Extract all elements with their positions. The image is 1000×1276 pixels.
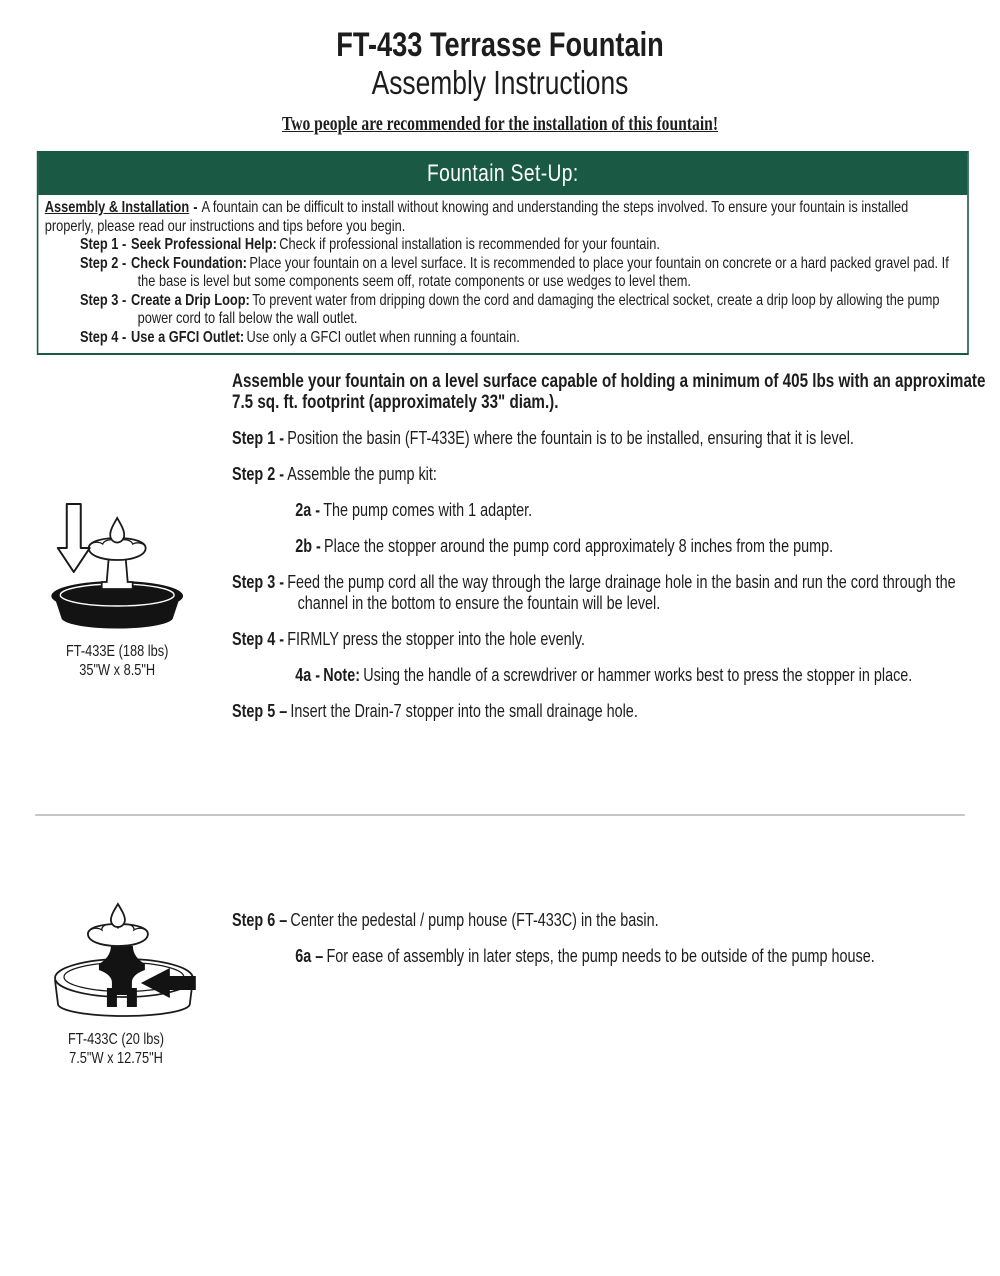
setup-step-1 [45,236,956,255]
pedestal-section [232,910,988,967]
basin-illustration [45,498,190,638]
down-arrow-icon [58,504,90,572]
setup-box-body [38,195,967,353]
figure-pedestal [48,902,213,1068]
assembly-step-6a-label: 6a – [295,946,324,966]
setup-intro-text: A fountain can be difficult to install without knowing and understanding the steps involved. To ensure your fountain is installed properly, please read our instructions and tips before you begin. [44,199,909,235]
assembly-step-2a [295,500,939,521]
figure-pedestal-caption-model: FT-433C (20 lbs) [67,1031,165,1048]
section-divider [35,814,965,816]
assembly-step-6-text: Center the pedestal / pump house (FT-433C) in the basin. [290,910,659,930]
page-title: FT-433 Terrasse Fountain [336,26,664,64]
assembly-step-2a-text: The pump comes with 1 adapter. [323,500,533,520]
assembly-step-2b-text: Place the stopper around the pump cord approximately 8 inches from the pump. [324,536,834,556]
assembly-step-5-label: Step 5 – [232,701,288,721]
assembly-step-5-text: Insert the Drain-7 stopper into the small drainage hole. [290,701,638,721]
setup-intro-label: Assembly & Installation [44,199,190,216]
assembly-step-2-text: Assemble the pump kit: [287,464,437,484]
setup-step-4-text: Use only a GFCI outlet when running a fountain. [246,328,520,346]
setup-step-3-text: To prevent water from dripping down the cord and damaging the electrical socket, create a drip loop by allowing the pump power cord to fall below the wall outlet. [137,291,940,327]
figure-basin-caption-size: 35"W x 8.5"H [79,662,156,679]
figure-basin [45,498,190,680]
fountain-pedestal [102,558,133,589]
fountain-setup-box [37,151,969,355]
assembly-step-1-text: Position the basin (FT-433E) where the fountain is to be installed, ensuring that it is level. [287,428,854,448]
assembly-step-6a [295,946,939,967]
figure-pedestal-caption-size: 7.5"W x 12.75"H [69,1050,163,1067]
installation-notice-text: Two people are recommended for the installation of this fountain! [281,114,719,135]
page-subtitle: Assembly Instructions [371,64,629,101]
setup-intro-separator: - [193,199,198,216]
setup-step-2-text: Place your fountain on a level surface. It is recommended to place your fountain on concrete or a hard packed gravel pad. If the base is level but some components seem off, rotate components or use wedges to level them. [137,254,949,290]
setup-step-1-label: Step 1 - [80,236,127,253]
assembly-intro: Assemble your fountain on a level surface capable of holding a minimum of 405 lbs with an approximate 7.5 sq. ft. footprint (approximately 33" diam.). [232,371,986,413]
assembly-step-2-label: Step 2 - [232,464,285,484]
assembly-step-3 [232,572,988,614]
setup-step-3-label: Step 3 - [80,291,127,309]
setup-step-4 [45,329,956,348]
assembly-step-4 [232,629,988,650]
fountain-finial [110,518,124,543]
assembly-step-4a-note-label: Note: [323,665,361,685]
installation-notice [0,114,1000,136]
setup-step-4-title: Use a GFCI Outlet: [131,328,245,346]
setup-step-1-title: Seek Professional Help: [131,236,277,253]
assembly-step-4-label: Step 4 - [232,629,285,649]
pedestal-illustration [48,902,213,1024]
figure-basin-caption [45,642,190,680]
assembly-step-3-label: Step 3 - [232,572,285,592]
document-page [0,26,1000,1276]
setup-step-1-text: Check if professional installation is recommended for your fountain. [279,236,660,253]
setup-step-2 [45,255,956,292]
assembly-step-5 [232,701,988,722]
assembly-step-2a-label: 2a - [295,500,321,520]
setup-intro-paragraph [45,199,956,236]
assembly-step-2 [232,464,988,485]
setup-step-4-label: Step 4 - [80,328,127,346]
assembly-step-3-text: Feed the pump cord all the way through the large drainage hole in the basin and run the cord through the channel in the bottom to ensure the fountain will be level. [287,572,956,613]
figure-basin-caption-model: FT-433E (188 lbs) [65,643,169,660]
assembly-step-6 [232,910,988,931]
assembly-step-4a-text: Using the handle of a screwdriver or hammer works best to press the stopper in place. [363,665,913,685]
assembly-step-4a-label: 4a - [295,665,321,685]
assembly-step-1-label: Step 1 - [232,428,285,448]
assembly-step-4-text: FIRMLY press the stopper into the hole evenly. [287,629,585,649]
assembly-step-1 [232,428,988,449]
assembly-step-2b-label: 2b - [295,536,321,556]
setup-box-header: Fountain Set-Up: [38,153,967,195]
setup-step-2-label: Step 2 - [80,254,127,272]
assembly-step-2b [295,536,939,557]
figure-pedestal-caption [48,1030,184,1068]
assembly-step-4a [295,665,939,686]
assembly-instructions-section [232,371,988,722]
fountain-finial [111,904,125,927]
setup-step-3-title: Create a Drip Loop: [131,291,250,309]
assembly-step-6a-text: For ease of assembly in later steps, the pump needs to be outside of the pump house. [326,946,875,966]
setup-step-3 [45,292,956,329]
setup-step-2-title: Check Foundation: [131,254,247,272]
assembly-step-6-label: Step 6 – [232,910,288,930]
